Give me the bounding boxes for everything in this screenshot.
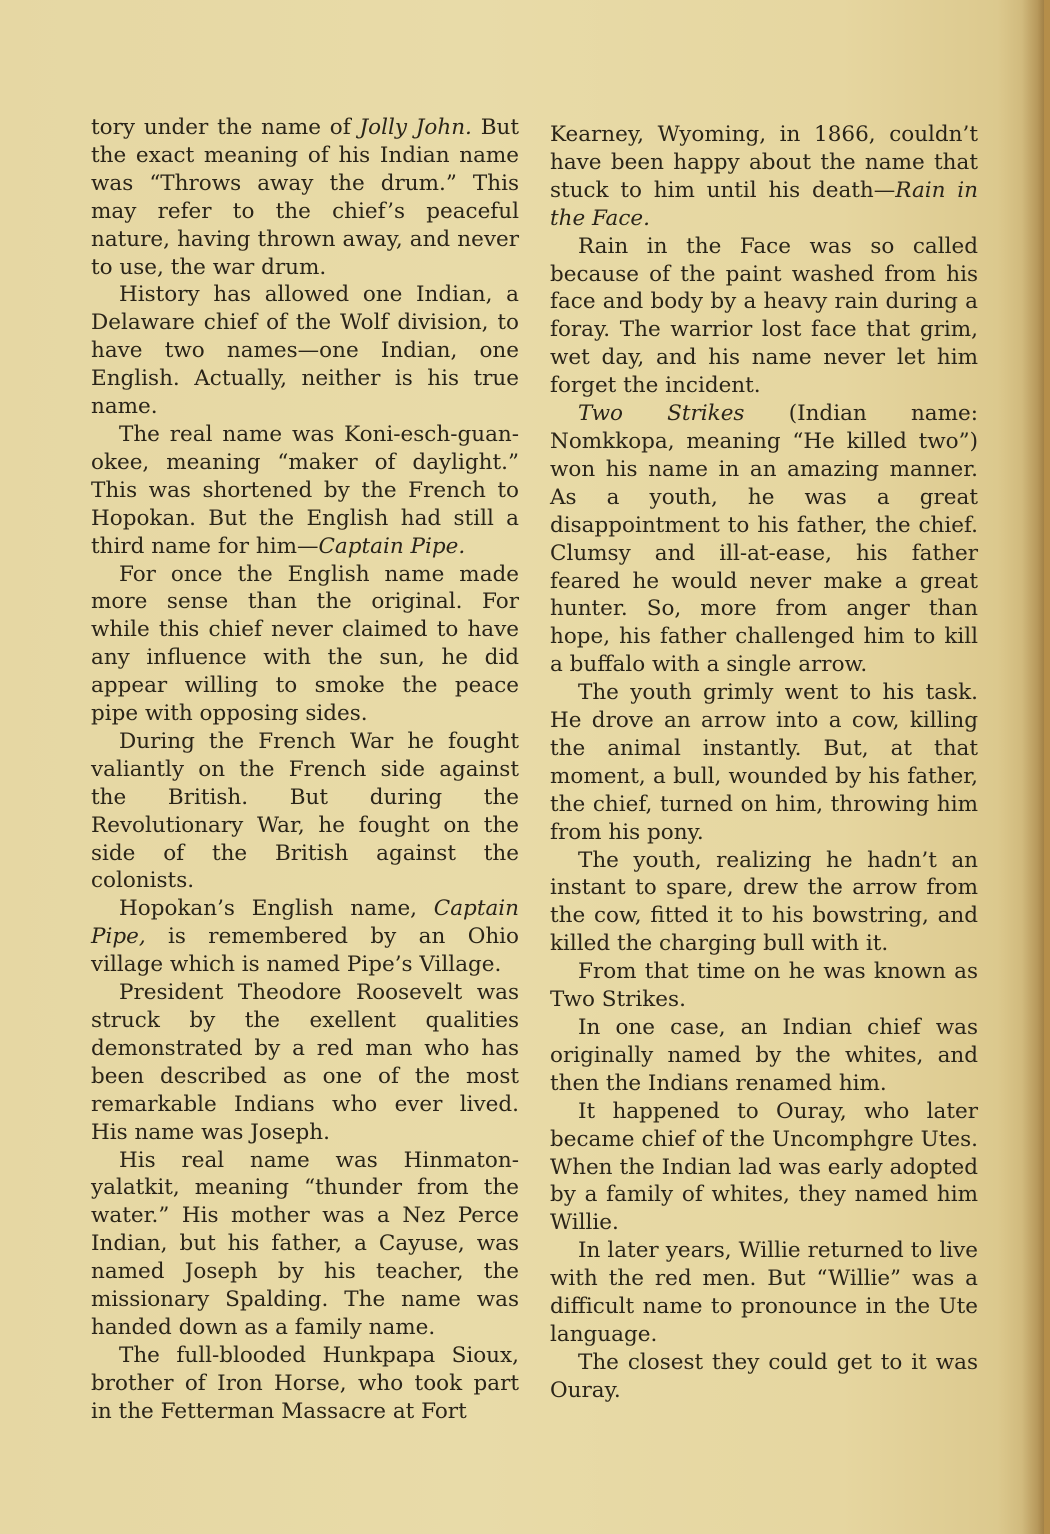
paragraph: In later years, Willie returned to live with the red men. But “Willie” was a difficult name to pronounce in the Ute language. xyxy=(550,1238,978,1347)
paragraph xyxy=(91,114,519,281)
paragraph: History has allowed one Indian, a Delaware chief of the Wolf division, to have two names—one Indian, one English. Actually, neither is his true name. xyxy=(91,282,519,420)
left-text-column xyxy=(91,114,519,1426)
paragraph xyxy=(550,400,978,679)
text-run: Kearney, Wyoming, in 1866, couldn’t have been happy about the name that stuck to him until his death— xyxy=(550,122,978,203)
italic-name: Captain Pipe. xyxy=(318,533,466,559)
paragraph: President Theodore Roosevelt was struck by the exellent qualities demonstrated by a red man who has been described as one of the most remarkable Indians who ever lived. His name was Joseph. xyxy=(91,980,519,1145)
text-run: But the exact meaning of his Indian name was “Throws away the drum.” This may refer to the chief’s peaceful nature, having thrown away, and never to use, the war drum. xyxy=(91,115,520,280)
text-run: The real name was Koni-esch-guan-okee, meaning “maker of daylight.” This was shortened by the French to Hopokan. But the English had still a third name for him— xyxy=(91,421,519,559)
paragraph: It happened to Ouray, who later became chief of the Uncomphgre Utes. When the Indian lad was early adopted by a family of whites, they named him Willie. xyxy=(550,1098,978,1236)
paragraph: The youth grimly went to his task. He drove an arrow into a cow, killing the animal instantly. But, at that moment, a bull, wounded by his father, the chief, turned on him, throwing him from his pony. xyxy=(550,680,978,845)
text-run: is remembered by an Ohio village which is named Pipe’s Village. xyxy=(91,924,519,978)
paragraph: During the French War he fought valiantly on the French side against the British. But during the Revolutionary War, he fought on the side of the British against the colonists. xyxy=(91,728,519,894)
paragraph xyxy=(550,121,978,233)
text-run: (Indian name: Nomkkopa, meaning “He killed two”) won his name in an amazing manner. As a youth, he was a great disappointment to his father, the chief. Clumsy and ill-at-ease, his father feared he would never make a great hunter. So, more from anger than hope, his father challenged him to kill a buffalo with a single arrow. xyxy=(550,401,978,678)
paragraph: In one case, an Indian chief was originally named by the whites, and then the Indians renamed him. xyxy=(550,1015,978,1096)
italic-name: Jolly John. xyxy=(359,115,472,140)
paragraph: Rain in the Face was so called because of the paint washed from his face and body by a heavy rain during a foray. The warrior lost face that grim, wet day, and his name never let him forget the incident. xyxy=(550,233,978,399)
page-edge xyxy=(1044,0,1050,1534)
italic-name: Two Strikes xyxy=(578,401,745,427)
text-run: Hopokan’s English name, xyxy=(119,896,434,922)
paragraph: The youth, realizing he hadn’t an instant to spare, drew the arrow from the cow, fitted it to his bowstring, and killed the charging bull with it. xyxy=(550,847,978,957)
right-text-column xyxy=(550,121,978,1405)
paragraph: For once the English name made more sense than the original. For while this chief never claimed to have any influence with the sun, he did appear willing to smoke the peace pipe with opposing sides. xyxy=(91,561,519,727)
italic-name: Captain Pipe, xyxy=(91,896,519,950)
italic-name: Rain in the Face. xyxy=(550,177,978,231)
text-run: tory under the name of xyxy=(91,115,360,140)
paragraph: The closest they could get to it was Ouray. xyxy=(550,1349,978,1403)
paragraph: The full-blooded Hunkpapa Sioux, brother of Iron Horse, who took part in the Fetterman Massacre at Fort xyxy=(91,1342,519,1424)
paragraph xyxy=(91,895,519,979)
paragraph xyxy=(91,421,519,561)
paragraph: His real name was Hinmaton-yalatkit, meaning “thunder from the water.” His mother was a Nez Perce Indian, but his father, a Cayuse, was named Joseph by his teacher, the missionary Spalding. The name was handed down as a family name. xyxy=(91,1147,519,1340)
paragraph: From that time on he was known as Two Strikes. xyxy=(550,959,978,1013)
